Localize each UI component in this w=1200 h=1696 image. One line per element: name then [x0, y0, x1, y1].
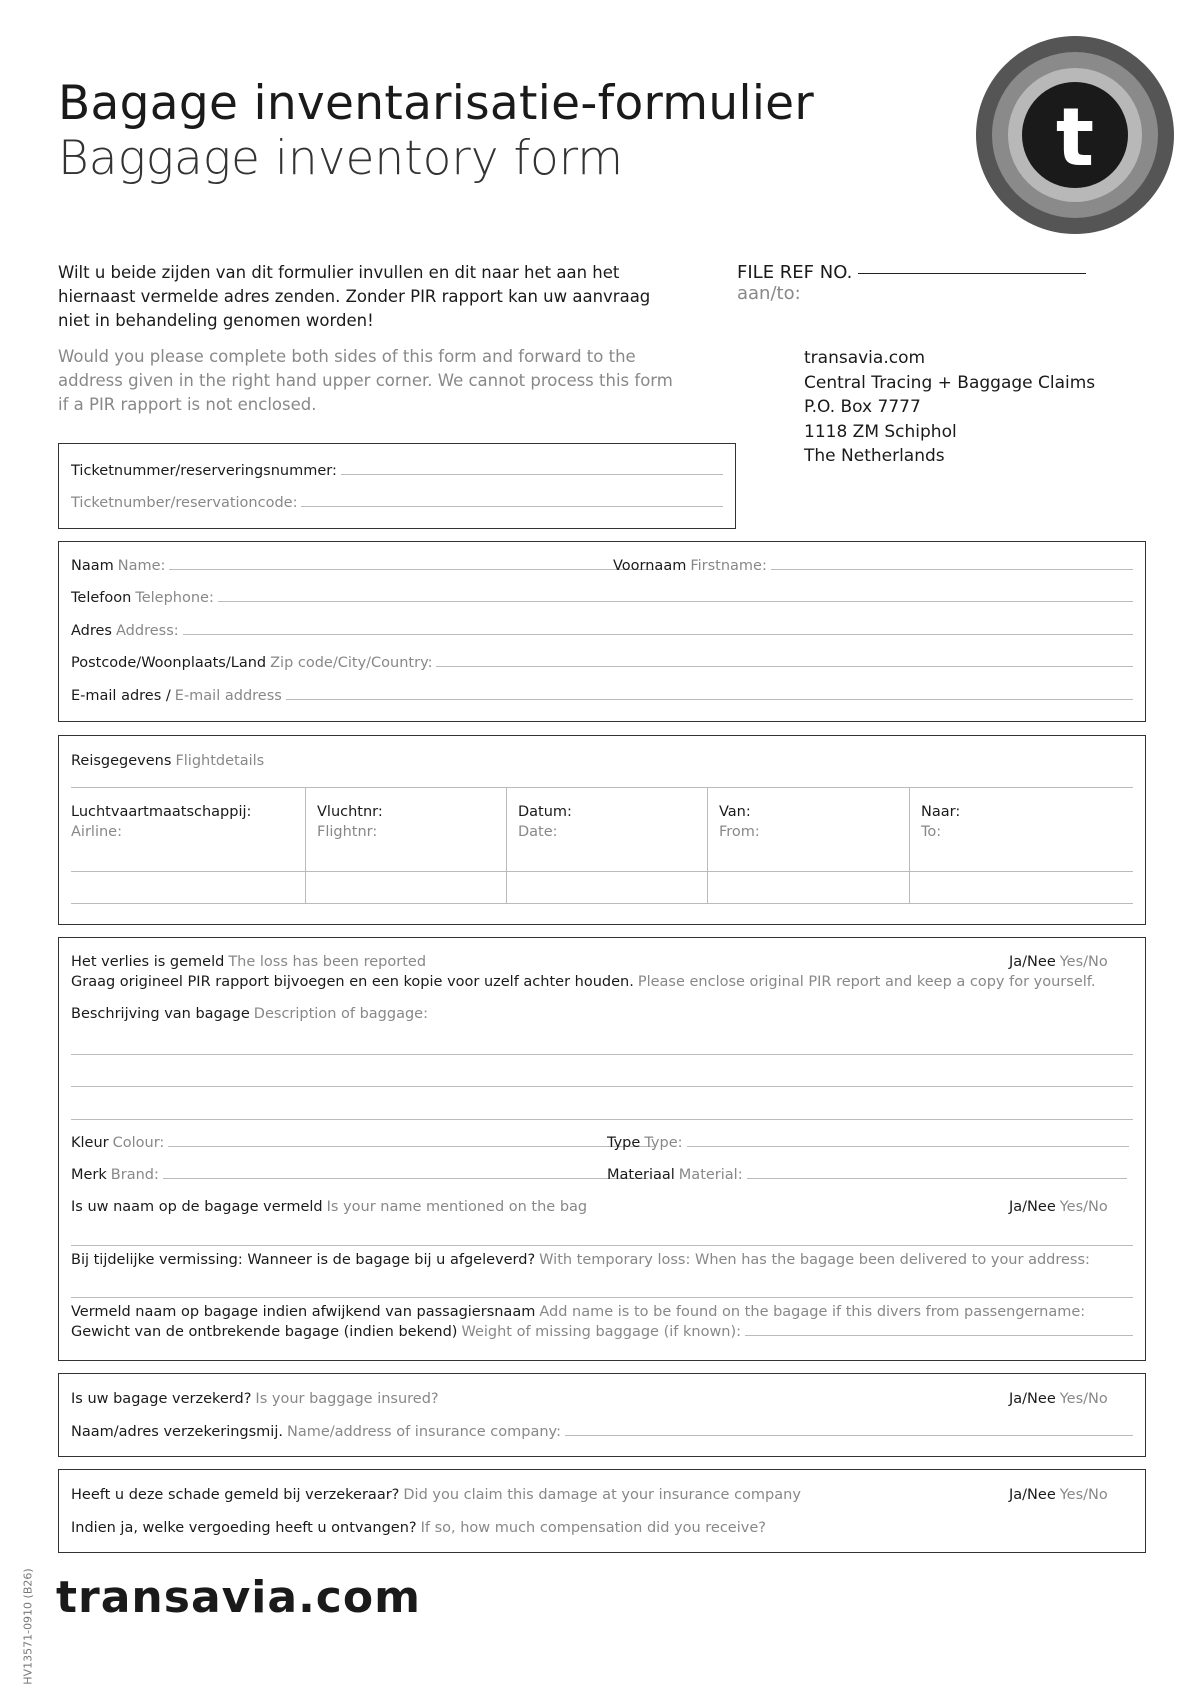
return-address	[804, 346, 1095, 469]
intro-text-nl: Wilt u beide zijden van dit formulier invullen en dit naar het aan het hiernaast vermelde adres zenden. Zonder PIR rapport kan uw aanvraag niet in behandeling genomen worden!	[58, 263, 651, 330]
page-title-en: Baggage inventory form	[58, 131, 624, 186]
to-column[interactable]	[921, 802, 960, 842]
description-line[interactable]	[71, 1054, 1133, 1055]
firstname-label-en: Firstname:	[690, 558, 767, 574]
zip-label-en: Zip code/City/Country:	[270, 655, 433, 671]
claim-section	[58, 1469, 1146, 1553]
yn-label: Ja/Nee	[1009, 1487, 1056, 1503]
name-label: Naam	[71, 558, 114, 574]
address-label: Adres	[71, 623, 112, 639]
to-column-label-en: To:	[921, 824, 942, 840]
enclose-label-en: Please enclose original PIR report and keep a copy for yourself.	[637, 974, 1096, 990]
flight-heading	[71, 753, 1133, 769]
from-label-en: From:	[719, 824, 760, 840]
date-column[interactable]	[518, 802, 572, 842]
loss-reported-label: Het verlies is gemeld	[71, 954, 225, 970]
brand-label-en: Brand:	[110, 1167, 159, 1183]
insurance-company-field[interactable]	[71, 1424, 1133, 1440]
from-label: Van:	[719, 804, 751, 820]
page-title-nl: Bagage inventarisatie-formulier	[58, 76, 815, 131]
date-label-en: Date:	[518, 824, 558, 840]
name-field[interactable]	[71, 558, 654, 574]
temporary-loss-row[interactable]	[71, 1252, 1133, 1268]
flight-title-en: Flightdetails	[175, 753, 265, 769]
weight-field[interactable]	[71, 1324, 1133, 1340]
airline-label-en: Airline:	[71, 824, 122, 840]
name-on-bag-yes-no[interactable]	[1009, 1199, 1108, 1215]
insured-label-en: Is your baggage insured?	[255, 1391, 439, 1407]
type-label: Type	[607, 1135, 641, 1151]
yn-label: Ja/Nee	[1009, 1199, 1056, 1215]
insured-label: Is uw bagage verzekerd?	[71, 1391, 252, 1407]
email-field[interactable]	[71, 688, 1133, 704]
name-on-bag-label: Is uw naam op de bagage vermeld	[71, 1199, 323, 1215]
insurance-company-label: Naam/adres verzekeringsmij.	[71, 1424, 283, 1440]
temporary-loss-label-en: With temporary loss: When has the bagage been delivered to your address:	[539, 1252, 1090, 1268]
personal-section	[58, 541, 1146, 722]
temporary-loss-label: Bij tijdelijke vermissing: Wanneer is de bagage bij u afgeleverd?	[71, 1252, 536, 1268]
description-line[interactable]	[71, 1119, 1133, 1120]
insurance-section	[58, 1373, 1146, 1457]
document-code: HV13571-0910 (B26)	[21, 1568, 35, 1685]
flight-section	[58, 735, 1146, 925]
different-name-row[interactable]	[71, 1304, 1133, 1320]
brand-label: Merk	[71, 1167, 107, 1183]
file-ref-field[interactable]	[737, 262, 1086, 283]
email-label: E-mail adres /	[71, 688, 171, 704]
name-on-bag-label-en: Is your name mentioned on the bag	[326, 1199, 588, 1215]
loss-reported-yes-no[interactable]	[1009, 954, 1108, 970]
yn-label: Ja/Nee	[1009, 1391, 1056, 1407]
file-ref-line	[858, 273, 1086, 274]
flightnr-label: Vluchtnr:	[317, 804, 383, 820]
address-field[interactable]	[71, 623, 1133, 639]
claimed-label-en: Did you claim this damage at your insurance company	[403, 1487, 801, 1503]
ticket-label-nl: Ticketnummer/reserveringsnummer:	[71, 463, 337, 479]
transavia-logo	[975, 35, 1175, 235]
insured-yes-no[interactable]	[1009, 1391, 1108, 1407]
name-on-bag-row[interactable]	[71, 1199, 1133, 1215]
material-label: Materiaal	[607, 1167, 675, 1183]
yn-label: Ja/Nee	[1009, 954, 1056, 970]
reservation-code-field[interactable]	[71, 495, 723, 511]
email-label-en: E-mail address	[174, 688, 282, 704]
name-label-en: Name:	[117, 558, 166, 574]
yn-label-en: Yes/No	[1059, 954, 1108, 970]
compensation-label-en: If so, how much compensation did you receive?	[420, 1520, 766, 1536]
intro-text-en: Would you please complete both sides of this form and forward to the address given in the right hand upper corner. We cannot process this form if a PIR rapport is not enclosed.	[58, 347, 673, 414]
claimed-label: Heeft u deze schade gemeld bij verzekeraar?	[71, 1487, 400, 1503]
description-label-en: Description of baggage:	[253, 1006, 428, 1022]
telephone-field[interactable]	[71, 590, 1133, 606]
description-label: Beschrijving van bagage	[71, 1006, 250, 1022]
address-label-en: Address:	[116, 623, 179, 639]
yn-label-en: Yes/No	[1059, 1391, 1108, 1407]
brand-field[interactable]	[71, 1167, 648, 1183]
loss-reported-label-en: The loss has been reported	[228, 954, 427, 970]
transavia-wordmark: transavia.com	[56, 1572, 421, 1623]
flight-title: Reisgegevens	[71, 753, 172, 769]
flightnr-column[interactable]	[317, 802, 383, 842]
description-heading	[71, 1006, 1133, 1022]
ticket-section	[58, 443, 736, 529]
address-line: transavia.com	[804, 348, 926, 368]
loss-section	[58, 937, 1146, 1361]
ticket-label-en: Ticketnumber/reservationcode:	[71, 495, 298, 511]
address-line: P.O. Box 7777	[804, 397, 921, 417]
insurance-company-label-en: Name/address of insurance company:	[286, 1424, 561, 1440]
claimed-yes-no[interactable]	[1009, 1487, 1108, 1503]
telephone-label: Telefoon	[71, 590, 132, 606]
firstname-field[interactable]	[613, 558, 1133, 574]
from-column[interactable]	[719, 802, 760, 842]
compensation-row[interactable]	[71, 1520, 1133, 1536]
different-name-label: Vermeld naam op bagage indien afwijkend van passagiersnaam	[71, 1304, 536, 1320]
material-field[interactable]	[607, 1167, 1127, 1183]
weight-label-en: Weight of missing baggage (if known):	[461, 1324, 742, 1340]
flightnr-label-en: Flightnr:	[317, 824, 378, 840]
firstname-label: Voornaam	[613, 558, 687, 574]
description-line[interactable]	[71, 1086, 1133, 1087]
file-ref-label: FILE REF NO.	[737, 262, 853, 283]
claimed-row[interactable]	[71, 1487, 1133, 1503]
to-column-label: Naar:	[921, 804, 961, 820]
material-label-en: Material:	[678, 1167, 743, 1183]
telephone-label-en: Telephone:	[135, 590, 214, 606]
zip-label: Postcode/Woonplaats/Land	[71, 655, 267, 671]
to-label: aan/to:	[737, 283, 801, 304]
weight-label: Gewicht van de ontbrekende bagage (indien bekend)	[71, 1324, 458, 1340]
airline-column[interactable]	[71, 802, 251, 842]
yn-label-en: Yes/No	[1059, 1199, 1108, 1215]
enclose-pir-note	[71, 974, 1133, 990]
zip-city-country-field[interactable]	[71, 655, 1133, 671]
type-label-en: Type:	[644, 1135, 683, 1151]
enclose-label: Graag origineel PIR rapport bijvoegen en een kopie voor uzelf achter houden.	[71, 974, 634, 990]
loss-reported-row[interactable]	[71, 954, 1133, 970]
colour-label: Kleur	[71, 1135, 109, 1151]
yn-label-en: Yes/No	[1059, 1487, 1108, 1503]
insured-row[interactable]	[71, 1391, 1133, 1407]
address-line: Central Tracing + Baggage Claims	[804, 372, 1096, 393]
date-label: Datum:	[518, 804, 572, 820]
different-name-label-en: Add name is to be found on the bagage if this divers from passengername:	[539, 1304, 1086, 1320]
ticket-number-field[interactable]	[71, 463, 723, 479]
airline-label: Luchtvaartmaatschappij:	[71, 804, 252, 820]
colour-field[interactable]	[71, 1135, 654, 1151]
logo-letter: t	[1055, 91, 1095, 184]
address-line: The Netherlands	[804, 446, 945, 466]
colour-label-en: Colour:	[112, 1135, 165, 1151]
address-line: 1118 ZM Schiphol	[804, 421, 957, 442]
type-field[interactable]	[607, 1135, 1129, 1151]
compensation-label: Indien ja, welke vergoeding heeft u ontvangen?	[71, 1520, 417, 1536]
